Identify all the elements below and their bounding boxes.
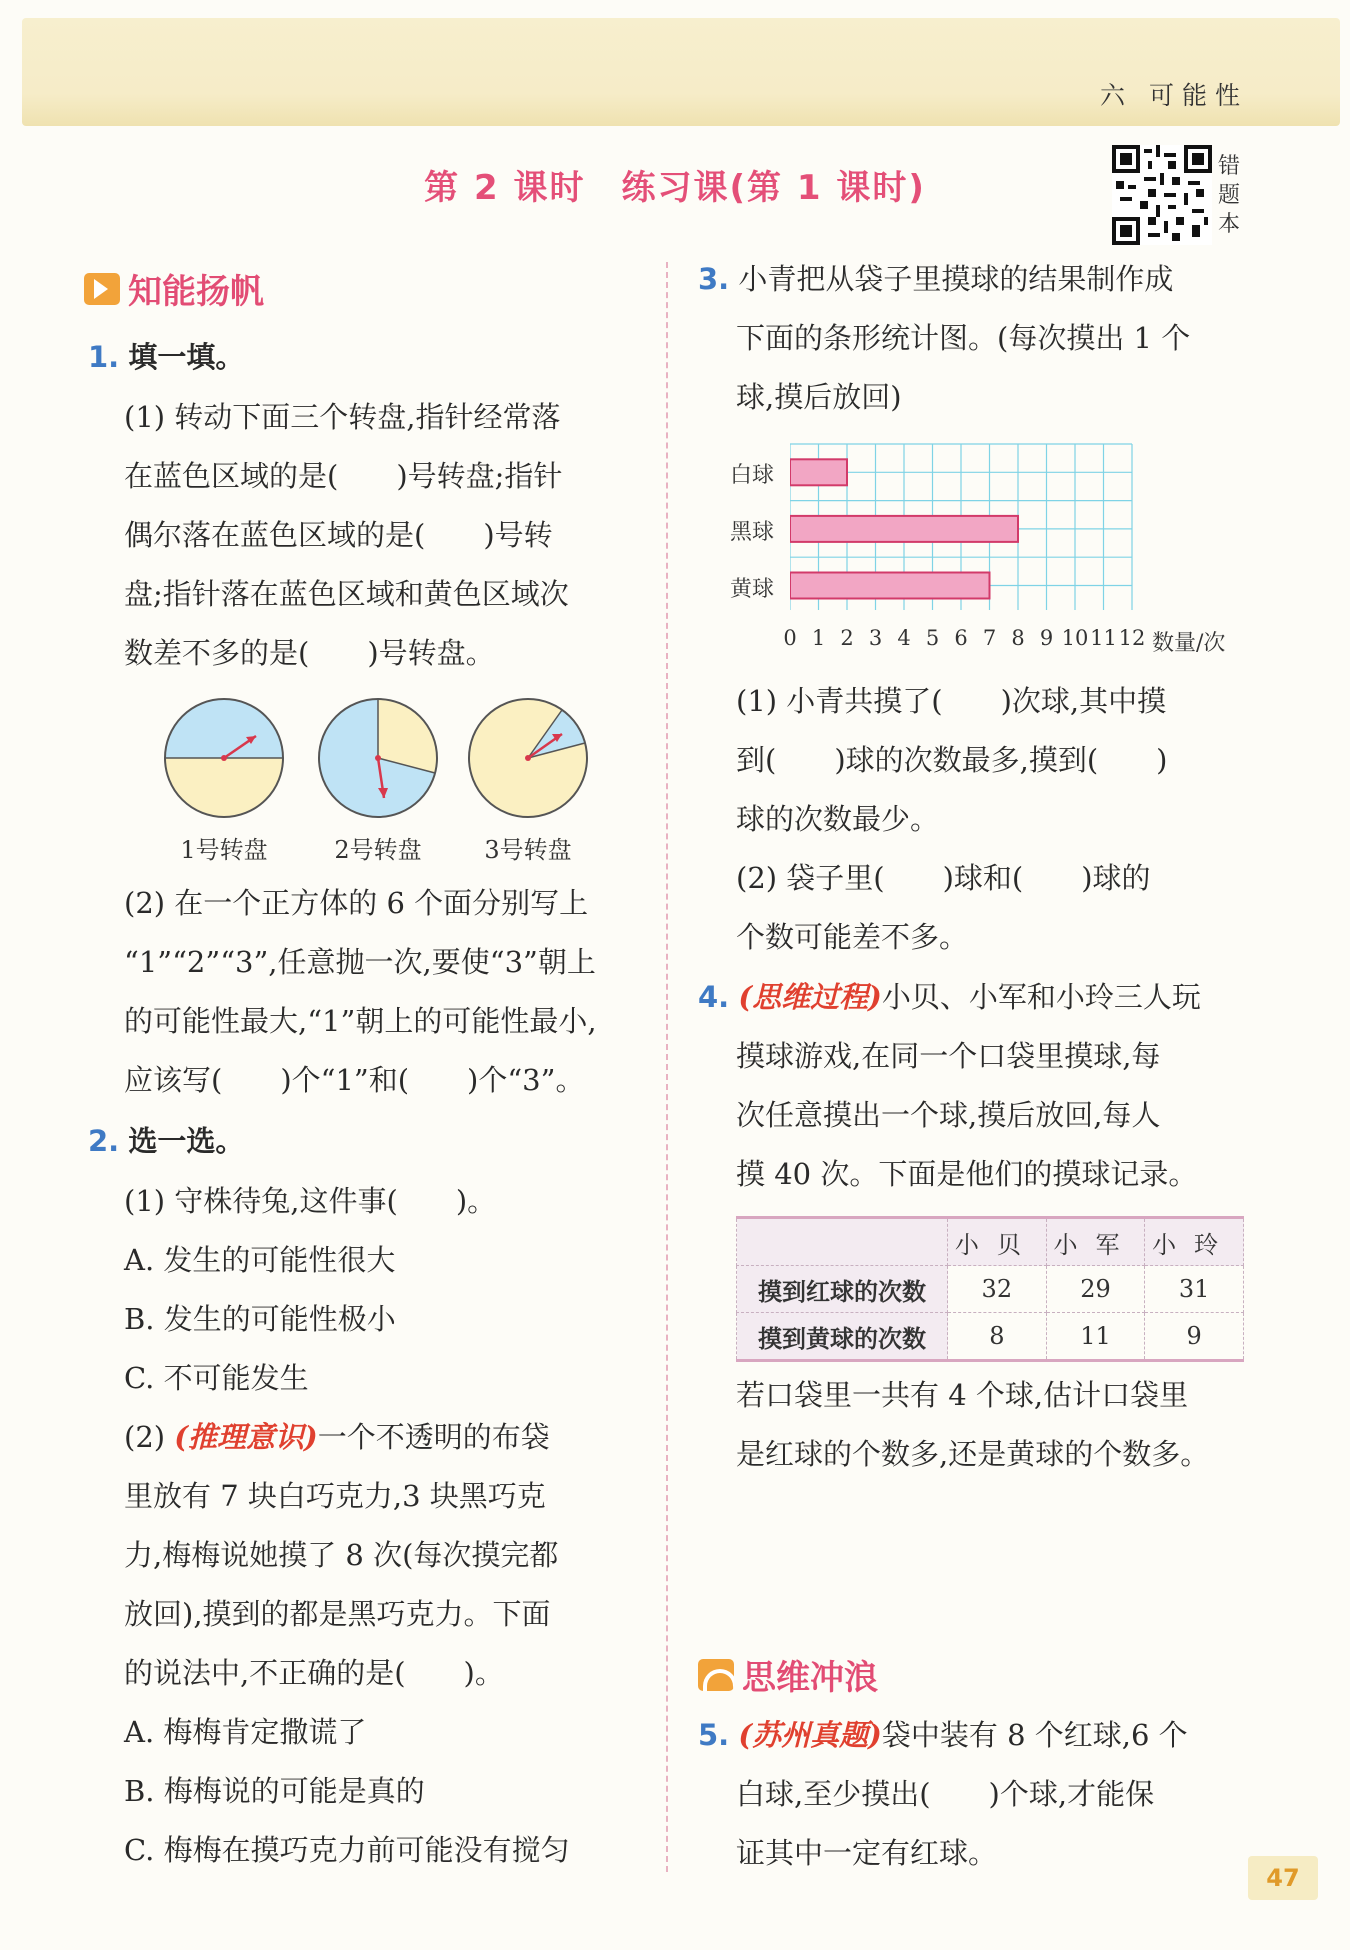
bar-chart bbox=[730, 440, 1260, 660]
x-tick-label: 7 bbox=[982, 626, 997, 650]
q2-p2-option-a: A. 梅梅肯定撒谎了 bbox=[124, 1715, 367, 1749]
bar-chart-x-label: 数量/次 bbox=[1152, 631, 1226, 656]
table-cell: 31 bbox=[1145, 1266, 1244, 1313]
column-divider bbox=[666, 262, 668, 1872]
q2-title: 2. 选一选。 bbox=[88, 1124, 245, 1158]
qr-code-icon[interactable] bbox=[1112, 145, 1212, 245]
bar-chart-category-labels bbox=[730, 440, 790, 610]
x-tick-label: 10 bbox=[1061, 626, 1089, 650]
table-header-cell: 小贝 bbox=[948, 1218, 1047, 1266]
x-tick-label: 11 bbox=[1090, 626, 1117, 650]
bar-chart-plot bbox=[790, 440, 1190, 610]
spinner-1-label: 1号转盘 bbox=[180, 836, 268, 864]
x-tick-label: 8 bbox=[1011, 626, 1025, 650]
q4-text: 4. (思维过程)小贝、小军和小玲三人玩 摸球游戏,在同一个口袋里摸球,每 次任意摸出一个球,摸后放回,每人 摸 40 次。下面是他们的摸球记录。 bbox=[698, 980, 1201, 1191]
x-tick-label: 3 bbox=[868, 626, 883, 650]
spinner-3 bbox=[469, 699, 587, 817]
x-tick-label: 9 bbox=[1039, 626, 1054, 650]
bar-0 bbox=[790, 459, 847, 485]
sail-icon bbox=[84, 273, 120, 305]
table-cell: 8 bbox=[948, 1313, 1047, 1361]
row-label: 摸到黄球的次数 bbox=[737, 1313, 948, 1361]
page-number: 47 bbox=[1248, 1856, 1318, 1900]
q2-p2-option-c: C. 梅梅在摸巧克力前可能没有搅匀 bbox=[124, 1833, 570, 1867]
x-tick-label: 5 bbox=[925, 626, 940, 650]
bar-category-label: 白球 bbox=[730, 463, 775, 489]
chapter-title: 六 可能性 bbox=[1100, 81, 1248, 110]
x-tick-label: 2 bbox=[840, 626, 854, 650]
table-header-row bbox=[737, 1218, 1244, 1266]
section-heading-right: 思维冲浪 bbox=[698, 1650, 878, 1699]
q2-p1-option-b: B. 发生的可能性极小 bbox=[124, 1302, 396, 1336]
x-tick-label: 0 bbox=[783, 626, 797, 650]
x-tick-label: 4 bbox=[897, 626, 911, 650]
row-label: 摸到红球的次数 bbox=[737, 1266, 948, 1313]
bar-chart-x-ticks bbox=[783, 626, 1190, 656]
q2-p2-first-line: (2) (推理意识)一个不透明的布袋 bbox=[124, 1420, 550, 1454]
spinner-2 bbox=[319, 699, 437, 817]
q3-questions: (1) 小青共摸了( )次球,其中摸 到( )球的次数最多,摸到( ) 球的次数最少。 (2) 袋子里( )球和( )球的 个数可能差不多。 bbox=[736, 684, 1168, 954]
table-cell: 11 bbox=[1046, 1313, 1145, 1361]
q1-title: 1. 填一填。 bbox=[88, 340, 245, 374]
table-cell: 9 bbox=[1145, 1313, 1244, 1361]
spinners bbox=[156, 694, 596, 824]
bar-category-label: 黄球 bbox=[730, 576, 775, 602]
spinner-2-label: 2号转盘 bbox=[334, 836, 422, 864]
bar-2 bbox=[790, 573, 990, 599]
ball-record-table bbox=[736, 1216, 1244, 1362]
q1-part2: (2) 在一个正方体的 6 个面分别写上 “1”“2”“3”,任意抛一次,要使“3”朝上 的可能性最大,“1”朝上的可能性最小, 应该写( )个“1”和( )个“3”。 bbox=[124, 886, 597, 1097]
q3-text: 3. 小青把从袋子里摸球的结果制作成 下面的条形统计图。(每次摸出 1 个 球,摸后放回) bbox=[698, 262, 1191, 414]
q1-part1: (1) 转动下面三个转盘,指针经常落 在蓝色区域的是( )号转盘;指针 偶尔落在蓝色区域的是( )号转 盘;指针落在蓝色区域和黄色区域次 数差不多的是( )号转盘。 bbox=[124, 400, 569, 670]
table-header-cell: 小军 bbox=[1046, 1218, 1145, 1266]
spinner-3-label: 3号转盘 bbox=[484, 836, 572, 864]
q2-content: (1) 守株待兔,这件事( )。 A. 发生的可能性很大 B. 发生的可能性极小 C. 不可能发生 (2) (推理意识)一个不透明的布袋 里放有 7 块白巧克力,3 块黑巧克 力,梅梅说她摸了 8 次(每次摸完都 放回),摸到的都是黑巧克力。下面 的说法中,不正确的是( )。 A. 梅梅肯定撒谎了 B. 梅梅说的可能是真的 C. 梅梅在摸巧克力前可能没有搅匀 bbox=[88, 1172, 633, 1880]
x-tick-label: 1 bbox=[811, 626, 826, 650]
q2-p1-option-c: C. 不可能发生 bbox=[124, 1361, 309, 1395]
q2-p1-option-a: A. 发生的可能性很大 bbox=[124, 1243, 396, 1277]
x-tick-label: 6 bbox=[954, 626, 968, 650]
spinner-1 bbox=[165, 699, 283, 817]
x-tick-label: 12 bbox=[1118, 626, 1146, 650]
bar-1 bbox=[790, 516, 1018, 542]
qr-label: 错 题 本 bbox=[1218, 154, 1241, 237]
q5-text: 5. (苏州真题)袋中装有 8 个红球,6 个 白球,至少摸出( )个球,才能保 证其中一定有红球。 bbox=[698, 1718, 1188, 1870]
q2-p2-option-b: B. 梅梅说的可能是真的 bbox=[124, 1774, 425, 1808]
table-row bbox=[737, 1266, 1244, 1313]
table-cell: 32 bbox=[948, 1266, 1047, 1313]
section-heading-left: 知能扬帆 bbox=[84, 264, 264, 313]
lesson-title: 第 2 课时 练习课(第 1 课时) bbox=[424, 168, 926, 208]
table-row bbox=[737, 1313, 1244, 1361]
table-cell: 29 bbox=[1046, 1266, 1145, 1313]
table-header-cell: 小玲 bbox=[1145, 1218, 1244, 1266]
wave-icon bbox=[698, 1659, 734, 1691]
bar-category-label: 黑球 bbox=[730, 519, 775, 545]
q4-question: 若口袋里一共有 4 个球,估计口袋里 是红球的个数多,还是黄球的个数多。 bbox=[736, 1378, 1210, 1471]
